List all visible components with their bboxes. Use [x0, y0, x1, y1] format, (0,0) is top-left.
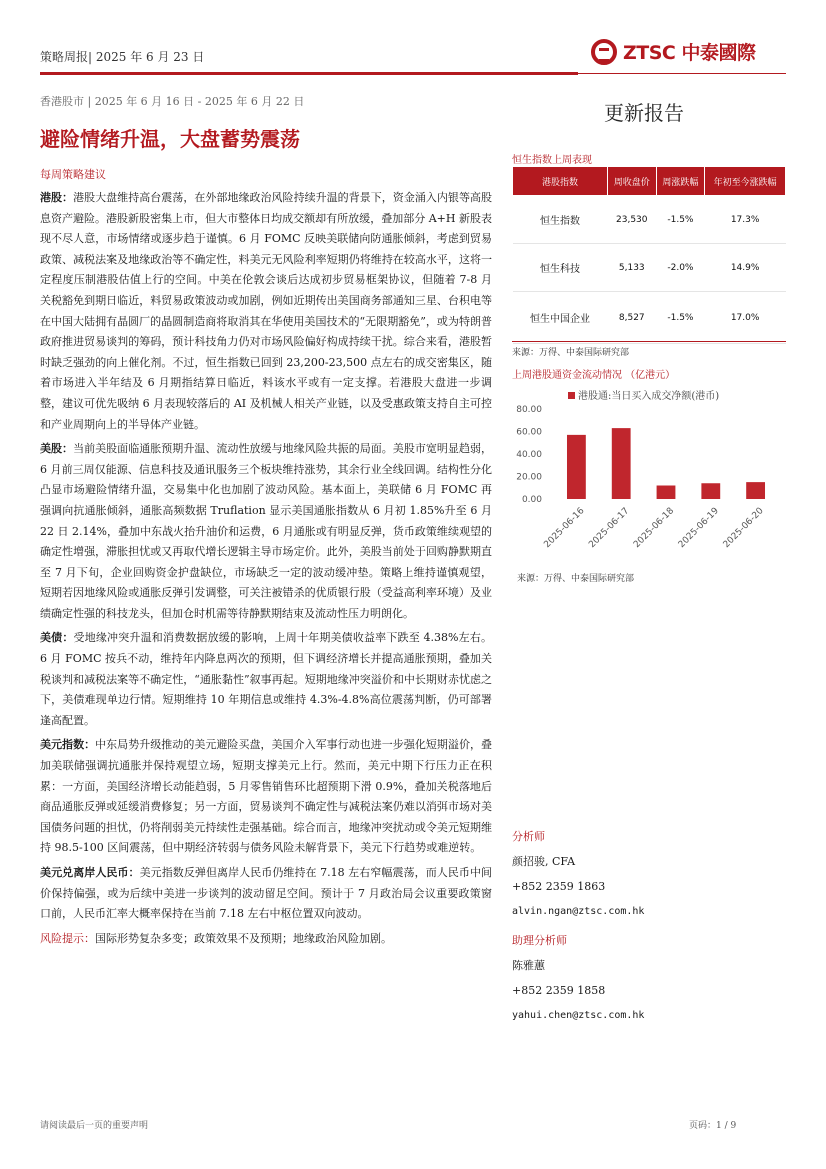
- table-title: 恒生指数上周表现: [512, 155, 592, 166]
- bar: [746, 482, 765, 499]
- table-cell: 恒生指数: [513, 196, 608, 244]
- main-body: [40, 188, 492, 953]
- table-cell: 23,530: [607, 196, 656, 244]
- southbound-flow-chart: [512, 387, 786, 567]
- header-divider-thin: [578, 73, 786, 74]
- x-tick-label: 2025-06-16: [542, 506, 587, 551]
- column-header: 港股指数: [513, 167, 608, 196]
- paragraph-text: 当前美股面临通胀预期升温、流动性放缓与地缘风险共振的局面。美股市宽明显趋弱，6 月前三周仅能源、信息科技及通讯服务三个板块维持涨势，其余行业全线回调。结构性分化凸显市场避险情绪升温，交易集中化也加剧了波动风险。基本面上，美联储 6 月 FOMC 再强调向抗通胀倾斜，通胀高频数据 Truflation 显示美国通胀指数从 6 月初 1.85%升至 6 月 22 日 2.14%，叠加中东战火抬升油价和运费，6 月通胀或有明显反弹，货币政策维续观望的确定性增强，滞胀担忧或又再取代增长逻辑主导市场定价。此外，美股当前处于回购静默期直至 7 月下旬，企业回购资金护盘缺位，市场缺乏一定的波动缓冲垫。策略上维持谨慎观望，短期若因地缘风险或通胀反弹引发调整，可关注被错杀的优质银行股（受益高利率环境）及业绩确定性强的科技龙头，但加仓时机需等待静默期结束及流动性压力明朗化。: [40, 442, 493, 620]
- table-cell: -1.5%: [656, 292, 705, 344]
- table-cell: 14.9%: [705, 244, 786, 292]
- paragraph-dxy: [40, 735, 492, 859]
- table-row: [513, 196, 786, 244]
- paragraph-label: 港股：: [40, 191, 74, 204]
- table-cell: 17.3%: [705, 196, 786, 244]
- header-divider: [40, 72, 578, 75]
- assistant-analyst-name: 陈雅蕙: [512, 959, 545, 972]
- page-number: 页码：1 / 9: [689, 1121, 737, 1131]
- report-type: 更新报告: [604, 101, 684, 125]
- risk-label: 风险提示：: [40, 931, 95, 945]
- table-row: [513, 244, 786, 292]
- chart-source: 来源：万得、中泰国际研究部: [517, 574, 635, 584]
- table-cell: 5,133: [607, 244, 656, 292]
- y-tick-label: 40.00: [516, 450, 542, 460]
- table-cell: 8,527: [607, 292, 656, 344]
- analyst-phone: +852 2359 1863: [512, 880, 606, 893]
- risk-text: 国际形势复杂多变；政策效果不及预期；地缘政治风险加剧。: [95, 931, 392, 945]
- column-header: 年初至今涨跌幅: [705, 167, 786, 196]
- x-tick-label: 2025-06-19: [676, 506, 721, 551]
- report-header: 策略周报| 2025 年 6 月 23 日: [40, 50, 205, 64]
- paragraph-us-equity: [40, 439, 492, 624]
- y-tick-label: 60.00: [516, 427, 542, 438]
- paragraph-label: 美债：: [40, 631, 74, 645]
- page-title: 避险情绪升温，大盘蓄势震荡: [40, 127, 300, 151]
- assistant-analyst-phone: +852 2359 1858: [512, 984, 606, 997]
- brand-logo: [591, 38, 755, 65]
- table-cell: -2.0%: [656, 244, 705, 292]
- paragraph-text: 美元指数反弹但离岸人民币仍维持在 7.18 左右窄幅震荡，而人民币中间价保持偏强，或为后续中美进一步谈判的波动留足空间。预计于 7 月政治局会议重要政策窗口前，人民币汇率大概率保持在当前 7.18 左右中枢位置双向波动。: [40, 866, 493, 921]
- bar: [657, 486, 676, 500]
- paragraph-text: 受地缘冲突升温和消费数据放缓的影响，上周十年期美债收益率下跌至 4.38%左右。6 月 FOMC 按兵不动，维持年内降息两次的预期，但下调经济增长并提高通胀预期，叠加关税谈判和减税法案等不确定性，“通胀黏性”叙事再起。短期地缘冲突溢价和中长期财赤忧虑之下，美债难现单边行情。短期维持 10 年期信息或维持 4.3%-4.8%高位震荡判断，仍可部署逢高配置。: [40, 631, 492, 727]
- legend-swatch: [568, 392, 575, 399]
- assistant-analyst-email[interactable]: yahui.chen@ztsc.com.hk: [512, 1010, 645, 1021]
- risk-warning: [40, 929, 492, 950]
- paragraph-text: 港股大盘维持高台震荡，在外部地缘政治风险持续升温的背景下，资金涌入内银等高股息资产避险。港股新股密集上市，但大市整体日均成交额却有所放缓，叠加部分 A+H 新股表现不尽人意，市场情绪或逐步趋于谨慎。6 月 FOMC 反映美联储向防通胀倾斜，考虑到贸易政策、减税法案及地缘政治等不确定性，料美元无风险利率短期仍将维持在较高水平，这将一定程度压制港股估值上行的空间。中美在伦敦会谈后达成初步贸易框架协议，但随着 7-8 月关税豁免到期日临近，料贸易政策波动或加剧，例如近期传出美国商务部通知三星、台积电等在中国大陆拥有晶圆厂的晶圆制造商将取消其在华使用美国技术的“无限期豁免”，或为特朗普政府推进贸易谈判的筹码，预计科技角力仍对市场风险偏好构成持续干扰。综合来看，港股暂时缺乏强劲的向上催化剂。不过，恒生指数已回到 23,200-23,500 点左右的成交密集区，随着市场进入半年结及 6 月期指结算日临近，料该水平或有一定支撑。若港股大盘进一步调整，建议可优先吸纳 6 月表现较落后的 AI 及机械人相关产业链，以及受惠政策支持自主可控和产业周期向上的半导体产业链。: [40, 191, 493, 431]
- assistant-analyst-label: 助理分析师: [512, 934, 567, 947]
- x-tick-label: 2025-06-18: [632, 506, 677, 551]
- analyst-label: 分析师: [512, 830, 545, 843]
- table-source: 来源：万得、中泰国际研究部: [512, 348, 630, 358]
- column-header: 周收盘价: [607, 167, 656, 196]
- y-tick-label: 20.00: [516, 472, 542, 483]
- paragraph-label: 美股：: [40, 442, 74, 456]
- paragraph-text: 中东局势升级推动的美元避险买盘，美国介入军事行动也进一步强化短期溢价，叠加美联储强调抗通胀并保持观望立场，短期支撑美元上行。然而，美元中期下行压力正在积累：一方面，美国经济增长动能趋弱，5 月零售销售环比超预期下滑 0.9%，叠加关税落地后商品通胀反弹或延缓消费修复；另一方面，贸易谈判不确定性与减税法案仍难以消弭市场对美国债务问题的担忧，仍将削弱美元持续性走强基础。综合而言，地缘冲突扰动或令美元短期维持 98.5-100 区间震荡，但中期经济转弱与债务风险未解背景下，美元下行趋势或难逆转。: [40, 738, 492, 855]
- paragraph-hk: [40, 188, 492, 435]
- table-cell: 恒生科技: [513, 244, 608, 292]
- footer-disclaimer: 请阅读最后一页的重要声明: [40, 1121, 149, 1131]
- table-header-row: [513, 167, 786, 196]
- paragraph-cnh: [40, 863, 492, 925]
- table-cell: -1.5%: [656, 196, 705, 244]
- report-meta: 香港股市 | 2025 年 6 月 16 日 - 2025 年 6 月 22 日: [40, 95, 305, 108]
- table-bottom-rule: [512, 341, 786, 342]
- paragraph-label: 美元兑离岸人民币：: [40, 866, 140, 879]
- y-tick-label: 0.00: [521, 495, 542, 505]
- legend-label: 港股通:当日买入成交净额(港币): [578, 391, 720, 402]
- table-row: [513, 292, 786, 344]
- table-cell: 恒生中国企业: [513, 292, 608, 344]
- bar: [612, 428, 631, 499]
- x-tick-label: 2025-06-20: [721, 506, 766, 551]
- logo-mark-icon: [591, 39, 617, 65]
- bar: [567, 435, 586, 499]
- section-subtitle: 每周策略建议: [40, 168, 106, 181]
- analyst-email[interactable]: alvin.ngan@ztsc.com.hk: [512, 906, 645, 917]
- paragraph-label: 美元指数：: [40, 738, 96, 752]
- analyst-name: 颜招骏, CFA: [512, 855, 576, 868]
- x-tick-label: 2025-06-17: [587, 506, 632, 551]
- table-cell: 17.0%: [705, 292, 786, 344]
- column-header: 周涨跌幅: [656, 167, 705, 196]
- bar: [701, 483, 720, 499]
- logo-text: ZTSC 中泰國際: [623, 42, 756, 64]
- chart-title: 上周港股通资金流动情况 （亿港元）: [512, 370, 676, 381]
- index-performance-table: [512, 166, 786, 344]
- y-tick-label: 80.00: [516, 405, 542, 415]
- paragraph-us-treasury: [40, 628, 492, 731]
